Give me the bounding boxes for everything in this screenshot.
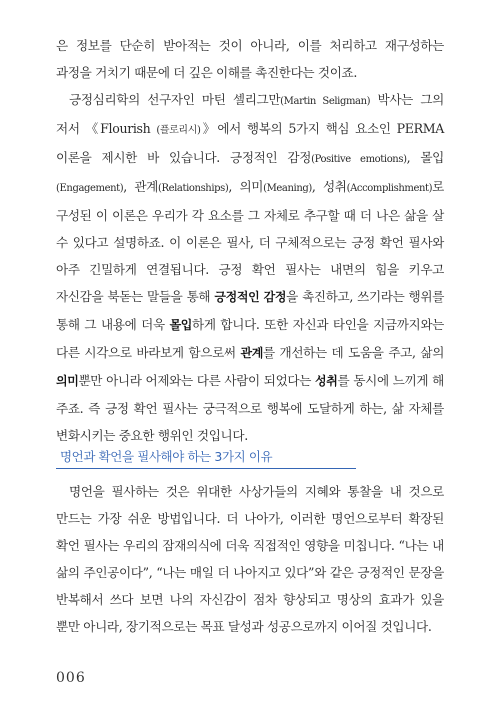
paragraph-perma: 긍정심리학의 선구자인 마틴 셀리그만(Martin Seligman) 박사는 그의 저서 《Flourish (플로리시)》에서 행복의 5가지 핵심 요소인 PERMA 이론을 제시한 바 있습니다. 긍정적인 감정(Positive emotions), 몰입(Engagement), 관계(Relationships), 의미(Meaning), 성취(Accomplishment)로 구성된 이 이론은 우리가 각 요소를 그 자체로 추구할 때 더 나은 삶을 살 수 있다고 설명하죠. 이 이론은 필사, 더 구체적으로는 긍정 확언 필사와 아주 긴밀하게 연결됩니다. 긍정 확언 필사는 내면의 힘을 키우고 자신감을 북돋는 말들을 통해 긍정적인 감정을 촉진하고, 쓰기라는 행위를 통해 그 내용에 더욱 몰입하게 합니다. 또한 자신과 타인을 지금까지와는 다른 시각으로 바라보게 함으로써 관계를 개선하는 데 도움을 주고, 삶의 의미뿐만 아니라 어제와는 다른 사람이 되었다는 성취를 동시에 느끼게 해 주죠. 즉 긍정 확언 필사는 궁극적으로 행복에 도달하게 하는, 삶 자체를 변화시키는 중요한 행위인 것입니다.	[56, 92, 445, 443]
section-heading: 명언과 확언을 필사해야 하는 3가지 이유	[60, 449, 273, 464]
paragraph-reasons: 명언을 필사하는 것은 위대한 사상가들의 지혜와 통찰을 내 것으로 만드는 가장 쉬운 방법입니다. 더 나아가, 이러한 명언으로부터 확장된 확언 필사는 우리의 잠재의식에 더욱 직접적인 영향을 미칩니다. “나는 내 삶의 주인공이다”, “나는 매일 더 나아지고 있다”와 같은 긍정적인 문장을 반복해서 쓰다 보면 나의 자신감이 점차 향상되고 명상의 효과가 있을 뿐만 아니라, 장기적으로는 목표 달성과 성공으로까지 이어질 것입니다.	[56, 484, 444, 634]
paragraph-continuation: 은 정보를 단순히 받아적는 것이 아니라, 이를 처리하고 재구성하는 과정을 거치기 때문에 더 깊은 이해를 촉진한다는 것이죠.	[56, 38, 444, 80]
bold-relationship: 관계	[240, 346, 263, 360]
bold-positive-emotion: 긍정적인 감정	[214, 290, 287, 304]
bold-meaning: 의미	[56, 374, 79, 388]
upper-text-block	[56, 32, 444, 449]
section-heading-underline	[56, 468, 356, 469]
bold-engagement: 몰입	[169, 318, 193, 332]
page-number: 006	[56, 670, 86, 686]
lower-text-block	[56, 478, 444, 640]
bold-accomplishment: 성취	[315, 374, 338, 388]
